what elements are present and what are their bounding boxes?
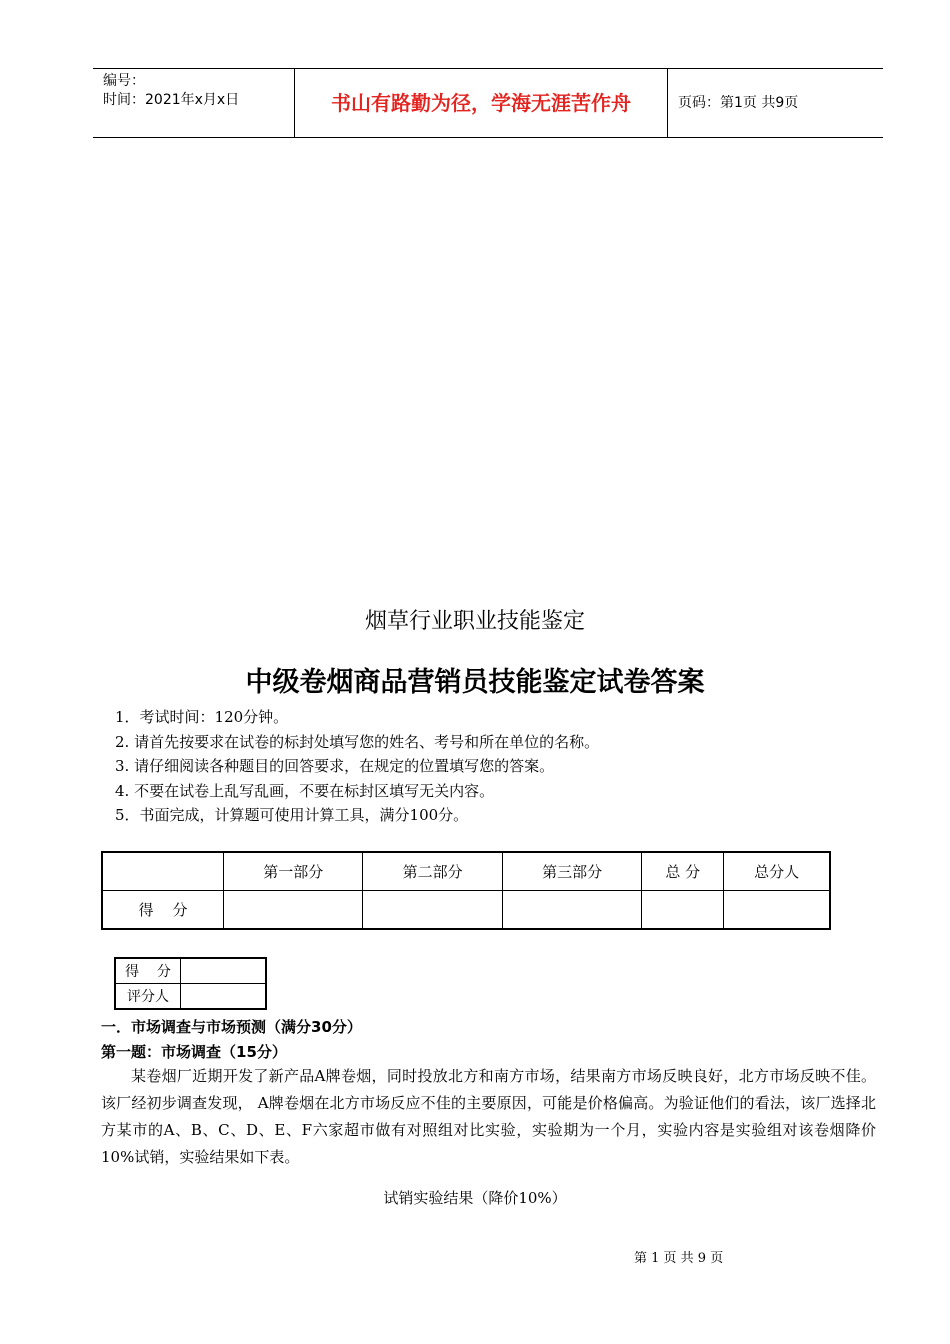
document-time: 时间：2021年x月x日 xyxy=(103,92,240,108)
exam-instructions xyxy=(115,705,599,828)
section-grader-row xyxy=(115,984,266,1010)
score-table-header xyxy=(102,852,224,891)
score-cell-grader[interactable] xyxy=(724,891,830,930)
score-cell-total[interactable] xyxy=(642,891,724,930)
instruction-item: 4. 不要在试卷上乱写乱画，不要在标封区填写无关内容。 xyxy=(115,781,495,800)
document-subtitle: 中级卷烟商品营销员技能鉴定试卷答案 xyxy=(245,667,705,698)
section-grader-cell[interactable] xyxy=(181,984,267,1010)
question-heading: 第一题：市场调查（15分） xyxy=(101,1043,287,1061)
page-header xyxy=(93,68,883,138)
score-cell-part1[interactable] xyxy=(224,891,363,930)
header-page-info: 页码：第1页 共9页 xyxy=(678,95,799,111)
score-row-label: 得 分 xyxy=(102,891,224,930)
header-meta xyxy=(93,69,295,137)
score-table-header: 第一部分 xyxy=(224,852,363,891)
score-table-header: 第三部分 xyxy=(502,852,641,891)
section-score-box xyxy=(114,957,267,1010)
score-table-header: 总 分 xyxy=(642,852,724,891)
document-title: 烟草行业职业技能鉴定 xyxy=(364,609,585,634)
header-motto: 书山有路勤为径，学海无涯苦作舟 xyxy=(295,69,668,137)
page-footer: 第 1 页 共 9 页 xyxy=(634,1251,724,1266)
section-score-cell[interactable] xyxy=(181,958,267,984)
instruction-item: 5．书面完成，计算题可使用计算工具，满分100分。 xyxy=(115,806,469,824)
score-table xyxy=(101,851,831,930)
section-score-label: 得 分 xyxy=(115,958,181,984)
section-score-row xyxy=(115,958,266,984)
instruction-item: 3. 请仔细阅读各种题目的回答要求，在规定的位置填写您的答案。 xyxy=(115,757,555,775)
instruction-item: 2. 请首先按要求在试卷的标封处填写您的姓名、考号和所在单位的名称。 xyxy=(115,732,600,751)
table-caption: 试销实验结果（降价10%） xyxy=(383,1189,567,1207)
section-heading: 一．市场调查与市场预测（满分30分） xyxy=(101,1018,362,1036)
score-table-header: 第二部分 xyxy=(363,852,502,891)
instruction-item: 1．考试时间：120分钟。 xyxy=(115,708,289,726)
document-number-label: 编号： xyxy=(103,73,145,89)
score-cell-part2[interactable] xyxy=(363,891,502,930)
question-text: 某卷烟厂近期开发了新产品A牌卷烟，同时投放北方和南方市场，结果南方市场反映良好，北方市场反映不佳。该厂经初步调查发现， A牌卷烟在北方市场反应不佳的主要原因，可能是价格偏高。为验证他们的看法，该厂选择北方某市的A、B、C、D、E、F六家超市做有对照组对比实验，实验期为一个月，实验内容是实验组对该卷烟降价10%试销，实验结果如下表。 xyxy=(101,1067,876,1166)
section-grader-label: 评分人 xyxy=(115,984,181,1010)
score-cell-part3[interactable] xyxy=(502,891,641,930)
score-table-row xyxy=(102,891,830,930)
score-table-header: 总分人 xyxy=(724,852,830,891)
score-table-header-row xyxy=(102,852,830,891)
